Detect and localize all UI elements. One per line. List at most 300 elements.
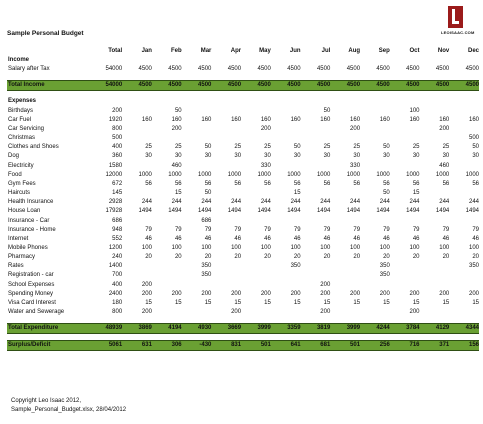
value-cell <box>182 308 212 317</box>
value-cell: 500 <box>112 135 123 142</box>
value-cell: 100 <box>260 244 271 251</box>
value-cell <box>449 281 479 290</box>
value-cell: May <box>259 48 271 54</box>
value-cell <box>241 281 271 290</box>
value-cell: 20 <box>264 254 271 261</box>
value-cell: 200 <box>112 107 123 114</box>
expense-row <box>7 134 479 143</box>
value-cell: 5061 <box>92 341 122 351</box>
value-cell: 30 <box>174 153 182 160</box>
value-cell: 1580 <box>108 162 123 169</box>
value-cell: 4500 <box>211 81 241 91</box>
value-cell: 244 <box>260 199 271 206</box>
value-cell <box>420 97 450 106</box>
value-cell: 200 <box>290 290 301 297</box>
row-label: Spending Money <box>8 290 54 297</box>
value-cell: 15 <box>174 299 182 306</box>
value-cell: 56 <box>323 180 331 187</box>
value-cell: Jan <box>141 48 152 54</box>
value-cell <box>211 262 241 271</box>
row-label: Car Fuel <box>8 116 32 123</box>
value-cell <box>449 107 479 116</box>
value-cell <box>122 217 152 226</box>
value-cell: 4344 <box>449 324 479 334</box>
value-cell: 4500 <box>198 66 212 73</box>
value-cell <box>122 262 152 271</box>
value-cell: 4500 <box>360 81 390 91</box>
value-cell: 244 <box>201 199 212 206</box>
value-cell: 56 <box>234 180 242 187</box>
income-header-row <box>7 56 479 65</box>
value-cell: 30 <box>383 153 390 160</box>
value-cell: 244 <box>320 199 331 206</box>
value-cell: 200 <box>439 290 450 297</box>
value-cell: 12000 <box>105 171 123 178</box>
value-cell: 244 <box>439 199 450 206</box>
value-cell: 1494 <box>465 208 479 215</box>
value-cell: 79 <box>174 226 182 233</box>
value-cell <box>241 97 271 106</box>
value-cell <box>122 97 152 106</box>
value-cell: 160 <box>379 116 390 123</box>
value-cell <box>152 281 182 290</box>
value-cell: 46 <box>145 235 152 242</box>
value-cell: 641 <box>271 341 301 351</box>
value-cell: 244 <box>171 199 182 206</box>
value-cell <box>271 308 301 317</box>
value-cell: 1920 <box>108 116 123 123</box>
value-cell: 79 <box>442 226 450 233</box>
value-cell <box>152 56 182 65</box>
value-cell: 46 <box>472 235 479 242</box>
value-cell: 200 <box>231 290 242 297</box>
value-cell: Dec <box>467 48 479 54</box>
row-label: Surplus/Deficit <box>7 341 92 351</box>
value-cell <box>152 97 182 106</box>
value-cell: 552 <box>112 235 123 242</box>
value-cell <box>360 56 390 65</box>
value-cell <box>241 107 271 116</box>
value-cell: 686 <box>112 217 123 224</box>
column-header-row <box>7 47 479 56</box>
expense-row <box>7 226 479 235</box>
value-cell: 1494 <box>227 208 242 215</box>
value-cell: 244 <box>409 199 420 206</box>
value-cell: 30 <box>145 153 152 160</box>
value-cell <box>211 162 241 171</box>
value-cell: 46 <box>442 235 450 242</box>
row-label: Water and Sewerage <box>8 309 65 316</box>
row-label: Electricity <box>8 162 34 169</box>
row-label: Haircuts <box>8 190 31 197</box>
value-cell: 716 <box>390 341 420 351</box>
value-cell: 681 <box>301 341 331 351</box>
expense-row <box>7 290 479 299</box>
expense-row <box>7 271 479 280</box>
value-cell <box>420 56 450 65</box>
value-cell: 50 <box>293 144 301 151</box>
value-cell: 1494 <box>316 208 331 215</box>
value-cell: 4194 <box>152 324 182 334</box>
value-cell: Sep <box>378 48 390 54</box>
value-cell: 1000 <box>406 171 420 178</box>
value-cell: 1000 <box>465 171 479 178</box>
value-cell: 30 <box>412 153 420 160</box>
value-cell: 46 <box>353 235 361 242</box>
value-cell <box>390 162 420 171</box>
value-cell: 46 <box>383 235 390 242</box>
value-cell: 50 <box>323 107 331 114</box>
value-cell: 25 <box>145 144 152 151</box>
value-cell: 50 <box>383 190 390 197</box>
value-cell: 4500 <box>301 81 331 91</box>
value-cell <box>271 107 301 116</box>
logo-text: LEOISAAC.COM <box>441 30 475 35</box>
footer-line-1: Copyright Leo Isaac 2012, <box>11 398 82 404</box>
value-cell: 4500 <box>435 66 450 73</box>
value-cell <box>360 217 390 226</box>
value-cell: 200 <box>350 290 361 297</box>
value-cell: 56 <box>264 180 271 187</box>
value-cell: 244 <box>379 199 390 206</box>
value-cell: 100 <box>141 244 152 251</box>
value-cell <box>390 97 420 106</box>
value-cell <box>271 125 301 134</box>
value-cell: 4500 <box>376 66 390 73</box>
value-cell <box>330 262 360 271</box>
value-cell: 79 <box>412 226 420 233</box>
value-cell: 56 <box>174 180 182 187</box>
value-cell: 20 <box>145 254 152 261</box>
value-cell: 15 <box>472 299 479 306</box>
value-cell: 686 <box>201 217 212 224</box>
expense-row <box>7 253 479 262</box>
value-cell: 15 <box>383 299 390 306</box>
value-cell: 200 <box>320 281 331 288</box>
value-cell <box>152 262 182 271</box>
value-cell: 200 <box>468 290 479 297</box>
value-cell <box>152 271 182 280</box>
value-cell: 350 <box>290 263 301 270</box>
value-cell: 240 <box>112 254 123 261</box>
value-cell <box>420 107 450 116</box>
expense-row <box>7 125 479 134</box>
value-cell: 46 <box>234 235 242 242</box>
value-cell: 1000 <box>376 171 390 178</box>
value-cell: 160 <box>171 116 182 123</box>
value-cell: 56 <box>353 180 361 187</box>
value-cell: 4500 <box>465 66 479 73</box>
value-cell: 4500 <box>406 66 420 73</box>
value-cell <box>152 134 182 143</box>
value-cell: 1494 <box>198 208 212 215</box>
value-cell: 20 <box>472 254 479 261</box>
value-cell <box>420 189 450 198</box>
value-cell: 15 <box>412 190 420 197</box>
value-cell: 160 <box>260 116 271 123</box>
value-cell <box>211 281 241 290</box>
value-cell: 25 <box>442 144 450 151</box>
value-cell: 460 <box>171 162 182 169</box>
value-cell: 79 <box>353 226 361 233</box>
value-cell: 15 <box>293 190 301 197</box>
value-cell: 4500 <box>182 81 212 91</box>
value-cell: 17928 <box>105 208 123 215</box>
value-cell: 4129 <box>420 324 450 334</box>
value-cell: 1494 <box>138 208 152 215</box>
value-cell: 15 <box>174 190 182 197</box>
value-cell: 4500 <box>227 66 242 73</box>
row-label: Mobile Phones <box>8 244 48 251</box>
value-cell <box>152 308 182 317</box>
value-cell: 15 <box>353 299 361 306</box>
value-cell <box>420 308 450 317</box>
value-cell <box>360 162 390 171</box>
row-label: Christmas <box>8 135 36 142</box>
expense-row <box>7 189 479 198</box>
value-cell: 4500 <box>168 66 182 73</box>
logo-icon <box>448 6 463 28</box>
value-cell: 4244 <box>360 324 390 334</box>
value-cell <box>420 262 450 271</box>
row-label: House Loan <box>8 208 41 215</box>
value-cell: 501 <box>330 341 360 351</box>
value-cell <box>330 281 360 290</box>
value-cell <box>182 107 212 116</box>
value-cell: 672 <box>112 180 123 187</box>
value-cell <box>330 97 360 106</box>
value-cell: 200 <box>171 125 182 132</box>
value-cell: 20 <box>323 254 331 261</box>
value-cell: Oct <box>409 48 420 54</box>
footer-line-2: Sample_Personal_Budget.xlsx, 28/04/2012 <box>11 407 127 413</box>
value-cell: 200 <box>409 290 420 297</box>
value-cell: 30 <box>472 153 479 160</box>
value-cell <box>301 217 331 226</box>
value-cell: 3819 <box>301 324 331 334</box>
value-cell: 15 <box>145 299 152 306</box>
value-cell: 3869 <box>122 324 152 334</box>
value-cell <box>211 217 241 226</box>
value-cell: 200 <box>141 290 152 297</box>
expense-row <box>7 235 479 244</box>
value-cell <box>241 189 271 198</box>
row-label <box>7 47 92 56</box>
value-cell: 256 <box>360 341 390 351</box>
value-cell: 46 <box>174 235 182 242</box>
value-cell: 46 <box>412 235 420 242</box>
value-cell: 2400 <box>108 290 123 297</box>
value-cell: 20 <box>234 254 242 261</box>
expense-row <box>7 262 479 271</box>
value-cell: 350 <box>201 272 212 279</box>
expense-row <box>7 143 479 152</box>
value-cell: 20 <box>412 254 420 261</box>
value-cell: 1494 <box>168 208 182 215</box>
value-cell: 948 <box>112 226 123 233</box>
value-cell <box>420 217 450 226</box>
value-cell: Total <box>108 48 123 54</box>
value-cell: 244 <box>231 199 242 206</box>
value-cell <box>211 107 241 116</box>
value-cell: 100 <box>468 244 479 251</box>
value-cell: 79 <box>264 226 271 233</box>
value-cell <box>301 262 331 271</box>
expenses-header-row <box>7 97 479 106</box>
value-cell: 200 <box>379 290 390 297</box>
value-cell: 244 <box>350 199 361 206</box>
value-cell: 1494 <box>346 208 361 215</box>
value-cell <box>390 281 420 290</box>
value-cell: 20 <box>293 254 301 261</box>
value-cell: 200 <box>409 309 420 316</box>
value-cell <box>241 56 271 65</box>
value-cell: 25 <box>174 144 182 151</box>
value-cell: 15 <box>323 299 331 306</box>
value-cell <box>182 56 212 65</box>
value-cell: 631 <box>122 341 152 351</box>
value-cell <box>449 125 479 134</box>
value-cell <box>152 217 182 226</box>
value-cell: 360 <box>112 153 123 160</box>
value-cell: 160 <box>468 116 479 123</box>
value-cell: 56 <box>383 180 390 187</box>
value-cell <box>301 162 331 171</box>
value-cell: 30 <box>353 153 361 160</box>
value-cell <box>182 97 212 106</box>
value-cell <box>449 308 479 317</box>
value-cell <box>271 271 301 280</box>
expense-row <box>7 198 479 207</box>
value-cell: Feb <box>170 48 182 54</box>
value-cell <box>271 162 301 171</box>
expense-row <box>7 244 479 253</box>
value-cell: 20 <box>204 254 212 261</box>
value-cell <box>211 97 241 106</box>
row-label: Income <box>8 57 30 64</box>
value-cell: 4500 <box>257 66 271 73</box>
value-cell: 25 <box>234 144 242 151</box>
expense-row <box>7 207 479 216</box>
value-cell: 160 <box>141 116 152 123</box>
value-cell: 3359 <box>271 324 301 334</box>
value-cell <box>330 134 360 143</box>
value-cell <box>211 125 241 134</box>
value-cell: -430 <box>182 341 212 351</box>
value-cell <box>241 271 271 280</box>
value-cell: 4500 <box>138 66 152 73</box>
value-cell: 30 <box>293 153 301 160</box>
value-cell: 4500 <box>122 81 152 91</box>
value-cell <box>330 56 360 65</box>
value-cell: 200 <box>439 125 450 132</box>
row-label: Clothes and Shoes <box>8 144 59 151</box>
value-cell: 200 <box>350 125 361 132</box>
value-cell <box>92 56 122 65</box>
value-cell <box>420 134 450 143</box>
value-cell: 4500 <box>241 81 271 91</box>
value-cell: 50 <box>174 107 182 114</box>
value-cell: 79 <box>145 226 152 233</box>
value-cell <box>211 189 241 198</box>
value-cell <box>390 134 420 143</box>
value-cell <box>449 97 479 106</box>
value-cell: 100 <box>409 107 420 114</box>
value-cell: 54000 <box>92 81 122 91</box>
value-cell: 20 <box>353 254 361 261</box>
value-cell <box>360 134 390 143</box>
value-cell: 200 <box>171 290 182 297</box>
value-cell: 145 <box>112 190 123 197</box>
value-cell: 4500 <box>390 81 420 91</box>
row-label: Pharmacy <box>8 254 36 261</box>
value-cell: 400 <box>112 281 123 288</box>
value-cell: 25 <box>323 144 331 151</box>
row-label: Registration - car <box>8 272 54 279</box>
value-cell <box>390 217 420 226</box>
spacer-cell <box>7 334 479 341</box>
value-cell: Jul <box>321 48 331 54</box>
value-cell: 350 <box>379 272 390 279</box>
value-cell: 244 <box>141 199 152 206</box>
brand-logo <box>441 6 475 35</box>
value-cell <box>271 281 301 290</box>
value-cell: 1494 <box>406 208 420 215</box>
expense-row <box>7 107 479 116</box>
row-label: Insurance - Car <box>8 217 50 224</box>
value-cell: 1000 <box>346 171 361 178</box>
value-cell: 200 <box>320 290 331 297</box>
value-cell: 15 <box>293 299 301 306</box>
value-cell: 800 <box>112 309 123 316</box>
value-cell: 20 <box>442 254 450 261</box>
value-cell: 30 <box>442 153 450 160</box>
value-cell: 20 <box>174 254 182 261</box>
value-cell: Mar <box>200 48 212 54</box>
value-cell <box>211 56 241 65</box>
sheet-title: Sample Personal Budget <box>7 30 84 37</box>
value-cell: 50 <box>383 144 390 151</box>
footer <box>11 397 126 415</box>
value-cell: 46 <box>264 235 271 242</box>
spacer-row <box>7 334 479 341</box>
value-cell: 46 <box>204 235 212 242</box>
expense-row <box>7 217 479 226</box>
total-income-row <box>7 81 479 91</box>
value-cell: 1000 <box>198 171 212 178</box>
value-cell: 79 <box>204 226 212 233</box>
row-label: Internet <box>8 235 29 242</box>
value-cell <box>182 281 212 290</box>
value-cell: 160 <box>439 116 450 123</box>
value-cell <box>301 134 331 143</box>
value-cell: 100 <box>171 244 182 251</box>
value-cell: 3999 <box>330 324 360 334</box>
value-cell: 4500 <box>346 66 361 73</box>
value-cell: 160 <box>320 116 331 123</box>
value-cell: 15 <box>264 299 271 306</box>
value-cell: 100 <box>201 244 212 251</box>
budget-table <box>7 47 479 351</box>
value-cell <box>390 271 420 280</box>
value-cell: 350 <box>379 263 390 270</box>
value-cell: 1000 <box>287 171 301 178</box>
row-label: Dog <box>8 153 20 160</box>
value-cell <box>241 217 271 226</box>
value-cell: 4500 <box>271 81 301 91</box>
row-label: Total Income <box>7 81 92 91</box>
row-label: Health Insurance <box>8 199 54 206</box>
